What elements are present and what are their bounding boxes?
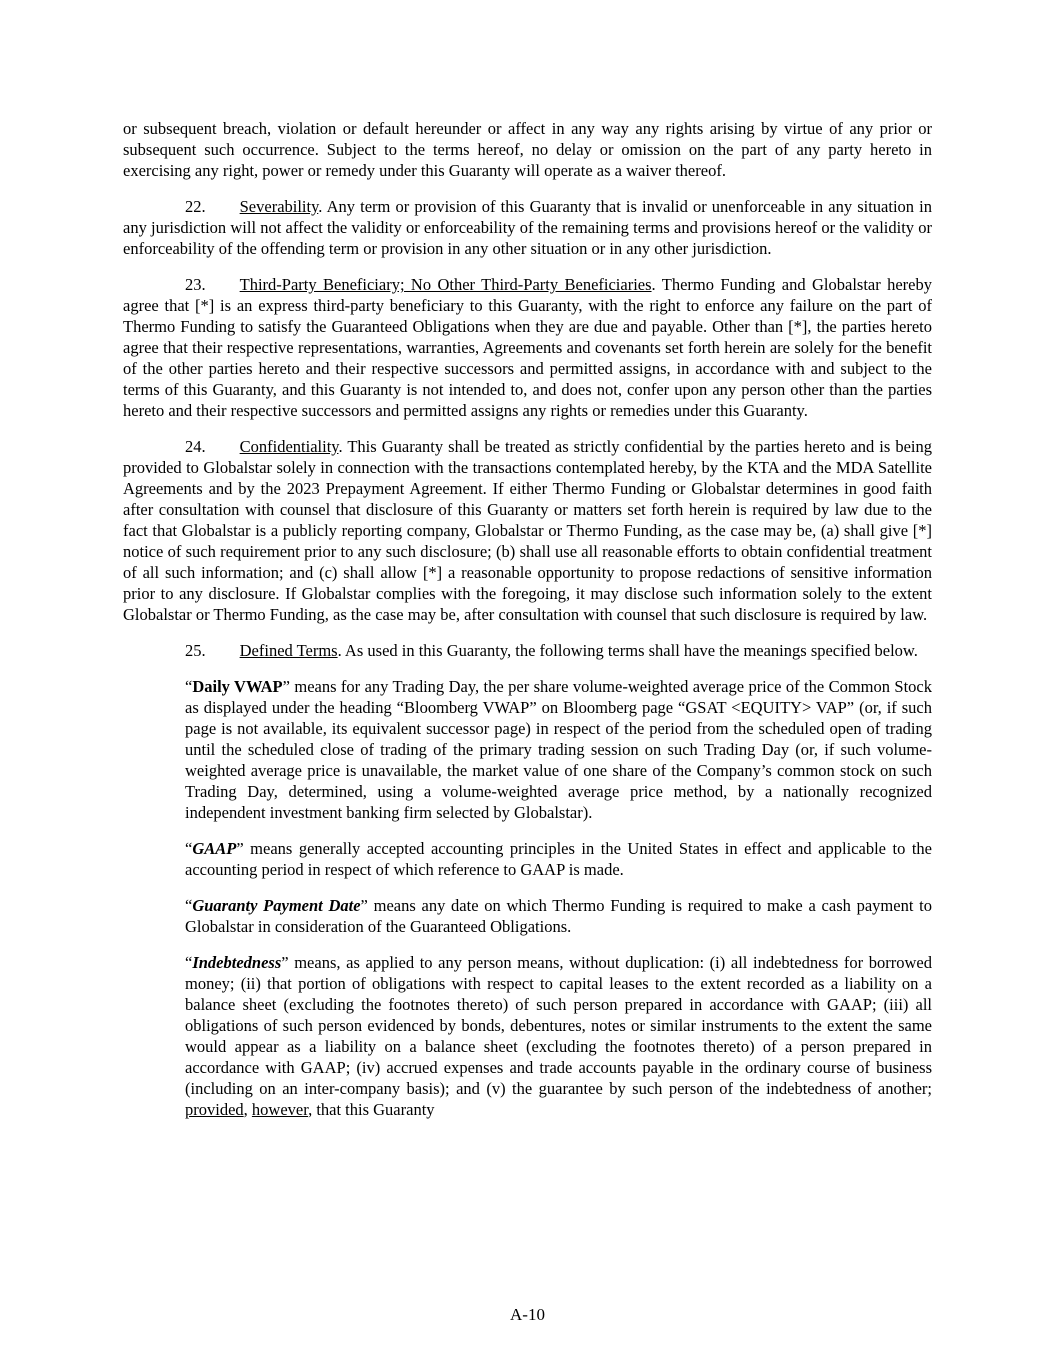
- text-run: , that this Guaranty: [308, 1100, 435, 1119]
- document-body: [123, 118, 932, 1135]
- text-run: ” means any date on which Thermo Funding is required to make a cash payment to Globalstar in consideration of the Guaranteed Obligations.: [185, 896, 932, 936]
- document-paragraph: [123, 118, 932, 181]
- section-number: 25.: [185, 641, 206, 660]
- text-run: “: [185, 953, 193, 972]
- text-run: however: [251, 1100, 309, 1119]
- text-run: ,: [243, 1100, 252, 1119]
- text-run: “: [185, 839, 193, 858]
- text-run: “: [185, 896, 193, 915]
- text-run: or subsequent breach, violation or default hereunder or affect in any way any rights arising by virtue of any prior or subsequent such occurrence. Subject to the terms hereof, no delay or omission on the part of any party hereto in exercising any right, power or remedy under this Guaranty will operate as a waiver thereof.: [123, 119, 932, 180]
- text-run: Confidentiality: [239, 437, 339, 456]
- section-number: 24.: [185, 437, 206, 456]
- document-paragraph: [123, 436, 932, 625]
- text-run: Third-Party Beneficiary; No Other Third-Party Beneficiaries: [239, 275, 652, 294]
- definition-paragraph: [185, 838, 932, 880]
- document-paragraph: [123, 196, 932, 259]
- definition-paragraph: [185, 676, 932, 823]
- text-run: . Thermo Funding and Globalstar hereby agree that [*] is an express third-party beneficiary to this Guaranty, with the right to enforce any failure on the part of Thermo Funding to satisfy the Guaranteed Obligations when they are due and payable. Other than [*], the parties hereto agree that their respective representations, warranties, Agreements and covenants set forth herein are solely for the benefit of the other parties hereto and their respective successors and permitted assigns, in accordance with and subject to the terms of this Guaranty, and this Guaranty is not intended to, and does not, confer upon any person other than the parties hereto and their respective successors and permitted assigns any rights or remedies under this Guaranty.: [123, 275, 932, 420]
- text-run: . This Guaranty shall be treated as strictly confidential by the parties hereto and is being provided to Globalstar solely in connection with the transactions contemplated hereby, by the KTA and the MDA Satellite Agreements and by the 2023 Prepayment Agreement. If either Thermo Funding or Globalstar determines in good faith after consultation with counsel that disclosure of this Guaranty or matters set forth herein is required by law due to the fact that Globalstar is a publicly reporting company, Globalstar or Thermo Funding, as the case may be, (a) shall give [*] notice of such requirement prior to any such disclosure; (b) shall use all reasonable efforts to obtain confidential treatment of all such information; and (c) shall allow [*] a reasonable opportunity to propose redactions of sensitive information prior to any disclosure. If Globalstar complies with the foregoing, it may disclose such information solely to the extent Globalstar or Thermo Funding, as the case may be, after consultation with counsel that such disclosure is required by law.: [123, 437, 932, 624]
- text-run: GAAP: [192, 839, 237, 858]
- definition-paragraph: [185, 895, 932, 937]
- text-run: ” means, as applied to any person means, without duplication: (i) all indebtedness for borrowed money; (ii) that portion of obligations with respect to capital leases to the extent recorded as a liability on a balance sheet (excluding the footnotes thereto) of such person prepared in accordance with GAAP; (iii) all obligations of such person evidenced by bonds, debentures, notes or similar instruments to the extent the same would appear as a liability on a balance sheet (excluding the footnotes thereto) of a person prepared in accordance with GAAP; (iv) accrued expenses and trade accounts payable in the ordinary course of business (including on an inter-company basis); and (v) the guarantee by such person of the indebtedness of another;: [185, 953, 932, 1098]
- section-number: 22.: [185, 197, 206, 216]
- text-run: provided: [185, 1100, 244, 1119]
- text-run: Guaranty Payment Date: [192, 896, 361, 915]
- text-run: . Any term or provision of this Guaranty that is invalid or unenforceable in any situation in any jurisdiction will not affect the validity or enforceability of the remaining terms and provisions hereof or the validity or enforceability of the offending term or provision in any other situation or in any other jurisdiction.: [123, 197, 932, 258]
- document-paragraph: [123, 274, 932, 421]
- definition-paragraph: [185, 952, 932, 1120]
- document-paragraph: [123, 640, 932, 661]
- text-run: Defined Terms: [239, 641, 338, 660]
- text-run: . As used in this Guaranty, the following terms shall have the meanings specified below.: [337, 641, 918, 660]
- text-run: “: [185, 677, 193, 696]
- text-run: Daily VWAP: [192, 677, 283, 696]
- text-run: Severability: [239, 197, 319, 216]
- page-number: A-10: [510, 1305, 545, 1324]
- text-run: ” means generally accepted accounting principles in the United States in effect and applicable to the accounting period in respect of which reference to GAAP is made.: [185, 839, 932, 879]
- text-run: ” means for any Trading Day, the per share volume-weighted average price of the Common Stock as displayed under the heading “Bloomberg VWAP” on Bloomberg page “GSAT <EQUITY> VAP” (or, if such page is not available, its equivalent successor page) in respect of the period from the scheduled open of trading until the scheduled close of trading of the primary trading session on such Trading Day (or, if such volume-weighted average price is unavailable, the market value of one share of the Company’s common stock on such Trading Day, determined, using a volume-weighted average price method, by a nationally recognized independent investment banking firm selected by Globalstar).: [185, 677, 932, 822]
- text-run: Indebtedness: [192, 953, 282, 972]
- section-number: 23.: [185, 275, 206, 294]
